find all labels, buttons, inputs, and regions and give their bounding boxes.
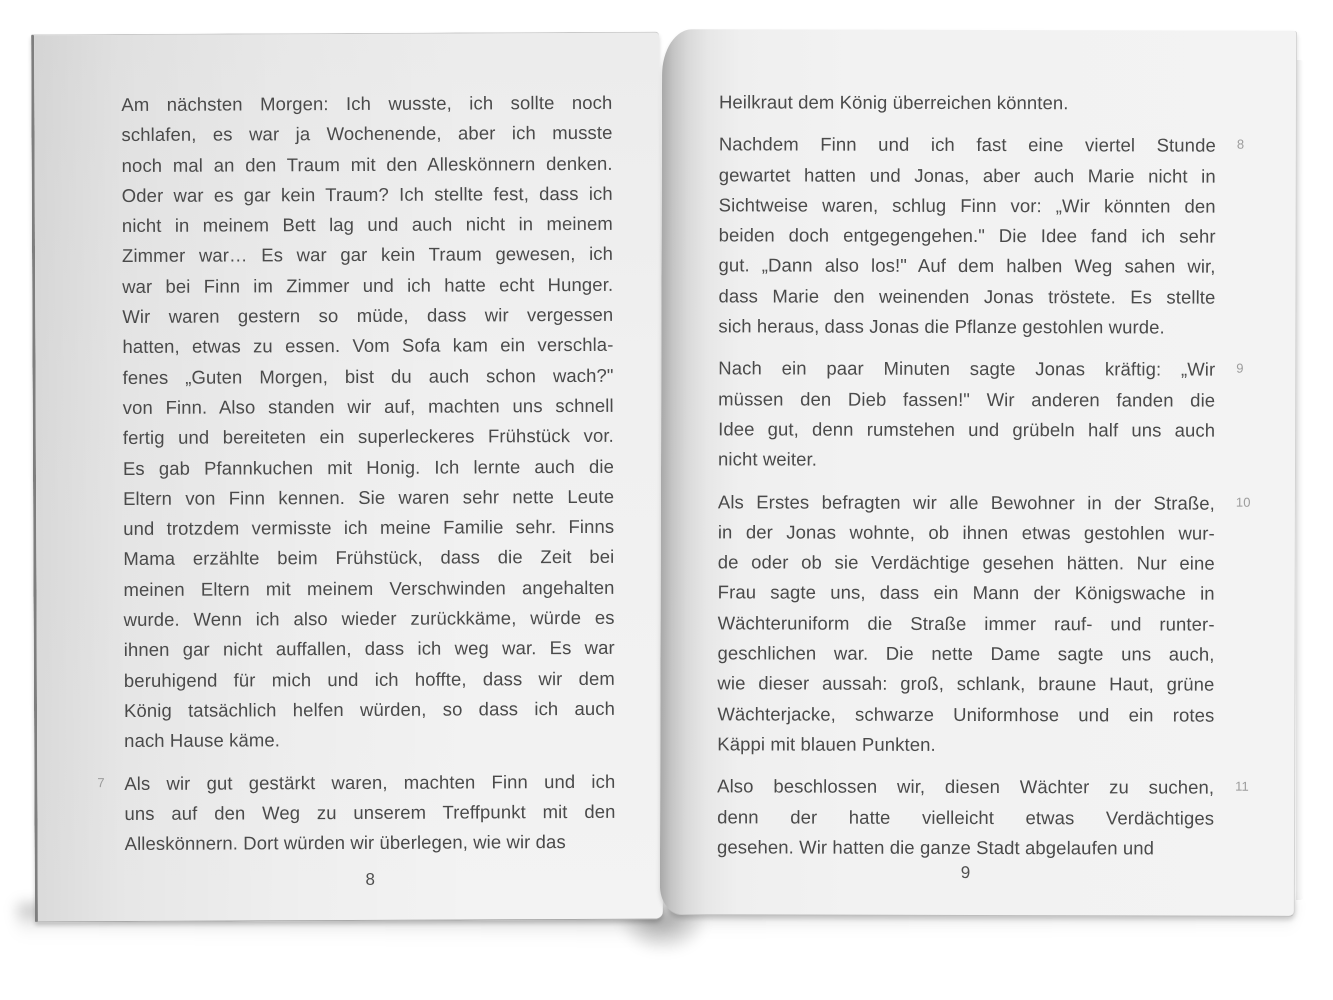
paragraph-margin-number: 8 <box>1236 136 1245 152</box>
text-line: Eltern von Finn kennen. Sie waren sehr nette Leute <box>123 485 615 509</box>
text-line: Es gab Pfannkuchen mit Honig. Ich lernte auch die <box>122 455 614 479</box>
paragraph <box>121 88 615 757</box>
text-line: gewartet hatten und Jonas, aber auch Marie nicht in <box>718 163 1216 187</box>
text-line: Wächterjacke, schwarze Uniformhose und ein rotes <box>717 702 1215 726</box>
text-line: fertig und bereiteten ein superleckeres Frühstück vor. <box>122 425 614 449</box>
text-line: Frau sagte uns, dass ein Mann der Königswache in <box>717 581 1215 605</box>
text-line: sich heraus, dass Jonas die Pflanze gestohlen wurde. <box>718 315 1165 338</box>
text-line: schlafen, es war ja Wochenende, aber ich musste <box>121 122 613 146</box>
text-line: Zimmer war… Es war gar kein Traum gewesen, ich <box>121 243 614 267</box>
paragraph <box>718 354 1244 476</box>
text-line: Als wir gut gestärkt waren, machten Finn und ich <box>124 770 616 794</box>
text-line: war bei Finn im Zimmer und ich hatte echt Hunger. <box>122 273 614 297</box>
left-page <box>31 32 663 923</box>
paragraph <box>716 772 1249 864</box>
text-line: beruhigend für mich und ich hoffte, dass wir dem <box>123 667 615 691</box>
paragraph <box>719 87 1216 119</box>
text-line: nach Hause käme. <box>124 729 281 752</box>
text-line: Mama erzählte beim Frühstück, dass die Zeit bei <box>123 546 615 570</box>
paragraph <box>718 130 1245 343</box>
text-line: Am nächsten Morgen: Ich wusste, ich sollte noch <box>121 91 613 115</box>
text-line: beiden doch entgegengehen." Die Idee fand ich sehr <box>718 224 1216 247</box>
text-line: König tatsächlich helfen würden, so dass ich auch <box>123 697 616 721</box>
text-line: Heilkraut dem König überreichen könnten. <box>718 91 1069 114</box>
text-line: Idee gut, denn rumstehen und grübeln half uns auch <box>718 418 1216 441</box>
text-line: Sichtweise waren, schlug Finn vor: „Wir könnten den <box>718 194 1216 217</box>
text-line: dass Marie den weinenden Jonas tröstete. Es stellte <box>718 285 1216 308</box>
text-line: Wächteruniform die Straße immer rauf- und runter- <box>717 612 1215 635</box>
paragraph <box>97 766 616 859</box>
text-line: geschlichen war. Die nette Dame sagte uns auch, <box>717 642 1215 665</box>
paragraph-margin-number: 7 <box>97 774 105 790</box>
text-line: in der Jonas wohnte, ob ihnen etwas gestohlen wur- <box>717 521 1215 544</box>
text-line: meinen Eltern mit meinem Verschwinden angehalten <box>123 576 615 600</box>
page-stack-edge <box>1296 60 1304 900</box>
paragraph-margin-number: 9 <box>1236 361 1244 377</box>
left-page-text <box>97 88 616 872</box>
text-line: nicht in meinem Bett lag und auch nicht in meinem <box>121 213 613 237</box>
text-line: Als Erstes befragten wir alle Bewohner in der Straße, <box>717 490 1215 514</box>
text-line: nicht weiter. <box>718 448 818 470</box>
right-page-number: 9 <box>960 862 971 882</box>
paragraph-margin-number: 10 <box>1235 494 1251 510</box>
text-line: noch mal an den Traum mit den Alleskönnern denken. <box>121 152 613 176</box>
text-line: von Finn. Also standen wir auf, machten uns schnell <box>122 394 614 418</box>
left-page-number: 8 <box>365 869 376 889</box>
text-line: denn der hatte vielleicht etwas Verdächtiges <box>717 805 1215 829</box>
text-line: wie dieser aussah: groß, schlank, braune Haut, grüne <box>717 672 1215 695</box>
text-line: uns auf den Weg zu unserem Treffpunkt mit den <box>124 800 616 824</box>
paragraph <box>717 487 1251 761</box>
paragraph-margin-number: 11 <box>1235 778 1249 794</box>
text-line: gut. „Dann also los!" Auf dem halben Weg sahen wir, <box>718 254 1216 278</box>
text-line: Nach ein paar Minuten sagte Jonas kräftig: „Wir <box>718 357 1216 380</box>
text-line: hatten, etwas zu essen. Vom Sofa kam ein verschla- <box>122 334 614 358</box>
text-line: ihnen gar nicht auffallen, dass ich weg war. Es war <box>123 637 615 661</box>
text-line: fenes „Guten Morgen, bist du auch schon wach?" <box>122 364 614 388</box>
text-line: Oder war es gar kein Traum? Ich stellte fest, dass ich <box>121 182 613 206</box>
text-line: de oder ob sie Verdächtige gesehen hätten. Nur eine <box>717 551 1215 574</box>
text-line: und trotzdem vermisste ich meine Familie sehr. Finns <box>123 515 615 540</box>
text-line: müssen den Dieb fassen!" Wir anderen fanden die <box>718 387 1216 411</box>
text-line: Käppi mit blauen Punkten. <box>717 733 936 755</box>
text-line: wurde. Wenn ich also wieder zurückkäme, würde es <box>123 606 615 631</box>
text-line: Alleskönnern. Dort würden wir überlegen, wie wir das <box>124 831 566 855</box>
text-line: Nachdem Finn und ich fast eine viertel Stunde <box>718 133 1216 156</box>
text-line: gesehen. Wir hatten die ganze Stadt abgelaufen und <box>716 836 1155 859</box>
right-page-text <box>716 87 1251 875</box>
right-page <box>660 29 1297 917</box>
text-line: Also beschlossen wir, diesen Wächter zu suchen, <box>717 775 1215 798</box>
text-line: Wir waren gestern so müde, dass wir vergessen <box>122 303 614 328</box>
